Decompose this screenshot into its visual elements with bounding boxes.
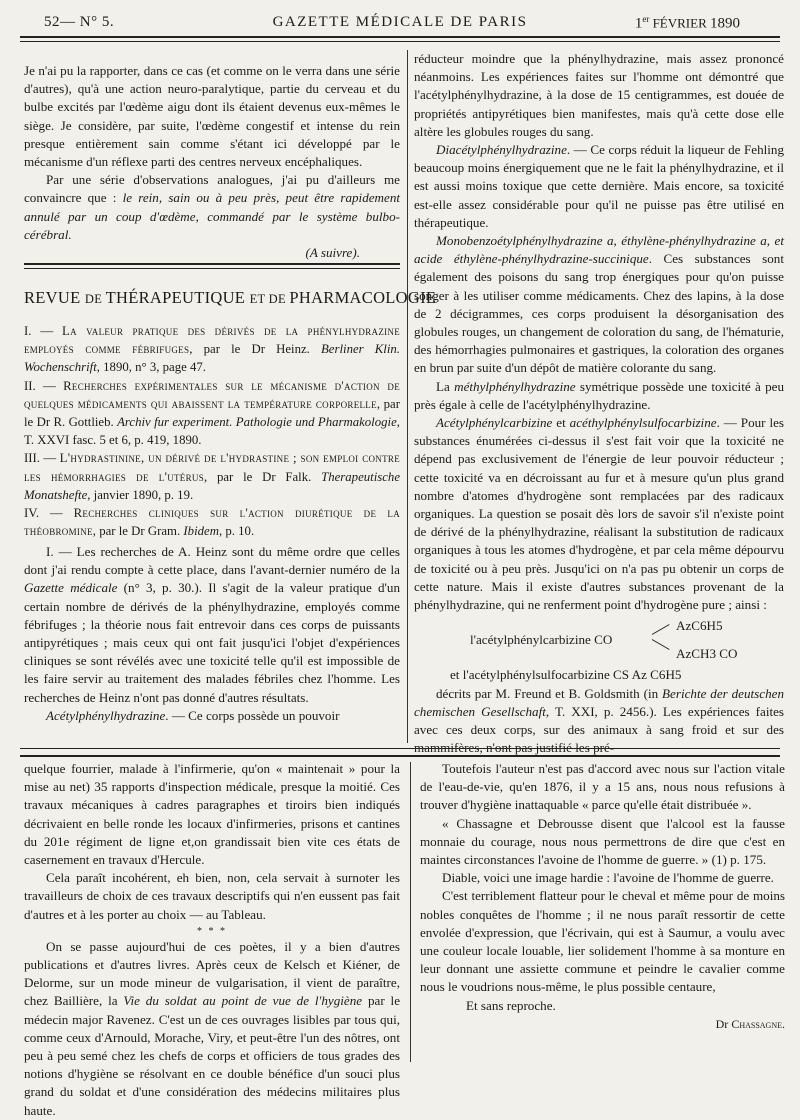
paragraph: Toutefois l'auteur n'est pas d'accord avec nous sur l'action vitale de l'eau-de-vie, qu'en 1876, il y a 15 ans, nous nous refusions à trouver d'hygiène inattaquable « parce qu'elle était distribuée ». <box>420 761 785 813</box>
paragraph: Acétylphénylcarbizine et acéthylphénylsulfocarbizine. — Pour les substances énumérées ci-dessus il s'est fait voir que la toxicité ne dépend pas exclusivement de l'énergie de leur pouvoir réducteur ; cette toxicité va en décroissant au fur et à mesure qu'un plus grand nombre d'atomes d'hydrogène sont remplacées par des radicaux organiques. La question se posait dès lors de savoir s'il n'existe point de dérivé de la phénylhydrazine, réalisant la substitution de radicaux organiques à tous les atomes d'hydrogène, et par cela même dépourvu de toxicité ou à peu près. Jusqu'ici on n'a pas pu obtenir un corps de cette nature. Mais il existe d'autres substances provenant de la phénylhydrazine, qui ne renferment point d'hydrogène pure ; ainsi : <box>414 415 784 613</box>
page-number: 52— N° 5. <box>44 14 115 30</box>
paragraph: Acétylphénylhydrazine. — Ce corps possède un pouvoir <box>46 707 340 723</box>
bibliography-item: II. — Recherches expérimentales sur le mécanisme d'action de quelques médicaments qui abaissent la température corporelle, par le Dr R. Gottlieb. Archiv fur experiment. Pathologie und Pharmakologie, T. XXVI fasc. 5 et 6, p. 419, 1890. <box>24 378 400 448</box>
section-rule <box>24 263 400 265</box>
section-separator: * * * <box>197 925 227 937</box>
bibliography-item: I. — La valeur pratique des dérivés de la phénylhydrazine employés comme fébrifuges, par le Dr Heinz. Berliner Klin. Wochenschrift, 1890, n° 3, page 47. <box>24 324 401 375</box>
paragraph: Diacétylphénylhydrazine. — Ce corps réduit la liqueur de Fehling beaucoup moins énergiquement que ne le fait la phénylhydrazine, et il est aussi moins toxique que cette dernière. Mais encore, sa toxicité est-elle assez considérable pour qu'il ne puisse pas être utilisé en thérapeutique. <box>414 142 784 230</box>
section-title: REVUE DE THÉRAPEUTIQUE ET DE PHARMACOLOGIE <box>24 288 437 307</box>
paragraph: Je n'ai pu la rapporter, dans ce cas (et comme on le verra dans une série d'autres), qu'à une action neuro-paralytique, partie du cerveau et du bulbe excités par l'œdème aigu dont ils étaient devenus eux-mêmes le siège. Je considère, par suite, l'œdème congestif et intense du rein presque entièrement sain comme s'étant ici développé par le mécanisme d'un réflexe parti des centres nerveux encéphaliques. <box>24 63 400 170</box>
paragraph: On se passe aujourd'hui de ces poètes, il y a bien d'autres publications et d'autres livres. Après ceux de Kelsch et Kiéner, de Delorme, sur un mode mineur de vulgarisation, il vient de paraître, chez Baillière, la Vie du soldat au point de vue de l'hygiène par le médecin major Ravenez. C'est un de ces ouvrages lisibles par tous qui, comme ceux d'Arnould, Morache, Viry, et peut-être l'un des nôtres, ont peu à peu semé chez les chefs de corps et officiers de tous grades des notions d'hygiène se résolvant en ce double bénéfice d'un souci plus grand du soldat et d'une considération des médecins militaires plus haute. <box>24 938 401 1118</box>
section-rule-thin <box>24 268 400 269</box>
column-divider <box>407 50 408 743</box>
paragraph: I. — Les recherches de A. Heinz sont du même ordre que celles dont j'ai rendu compte à cette place, dans l'avant-dernier numéro de la Gazette médicale (n° 3, p. 30.). Il s'agit de la valeur pratique d'un certain nombre de dérivés de la phénylhydrazine, employés comme fébrifuges ; la théorie nous fait entrevoir dans ces corps de puissants antipyrétiques ; mais ceux qui ont fait jusqu'ici l'objet d'expériences cliniques se sont révélés avec une toxicité telle qu'il est impossible de les faire servir au traitement des malades fébriles chez l'homme. Les recherches de Heinz n'ont pas donné d'autres résultats. <box>24 544 400 705</box>
issue-date: 1er FÉVRIER 1890 <box>634 14 740 32</box>
formula-bond <box>652 624 670 635</box>
chemical-formula-line: et l'acétylphénylsulfocarbizine CS Az C6H5 <box>450 667 682 683</box>
feuilleton-rule-thick <box>20 755 780 757</box>
paragraph: décrits par M. Freund et B. Goldsmith (in Berichte der deutschen chemischen Gesellschaft, T. XXI, p. 2456.). Les expériences faites avec ces deux corps, sur des animaux à sang froid et sur des mammifères, n'ont pas justifié les pré- <box>414 685 785 756</box>
bibliography-item: III. — L'hydrastinine, un dérivé de l'hydrastine ; son emploi contre les hémorrhagies de l'utérus, par le Dr Falk. Therapeutische Monatshefte, janvier 1890, p. 19. <box>24 451 401 502</box>
column-divider <box>410 762 411 1062</box>
review-body <box>24 543 400 725</box>
page-header <box>20 10 780 36</box>
paragraph: Monobenzoétylphénylhydrazine a, éthylène-phénylhydrazine a, et acide éthylène-phénylhydrazine-succinique. Ces substances sont également des poisons du sang trop énergiques pour qu'on puisse songer à les utiliser comme médicaments. Chez des lapins, à la dose de 2 décigrammes, ces corps produisent la désorganisation des globules rouges, un changement de coloration du sang, de l'hématurie, des hémorrhagies pulmonaires et gastriques, la coloration des organes en brun par suite d'un dépôt de matière colorante du sang. <box>414 233 784 376</box>
feuilleton-left <box>24 760 400 1120</box>
chemical-formula: l'acétylphénylcarbizine CO AzC6H5 AzCH3 CO <box>470 618 738 662</box>
feuilleton-right <box>420 760 785 1033</box>
feuilleton-rule <box>20 748 780 749</box>
signature: Dr Chassagne. <box>715 1016 785 1031</box>
formula-bond <box>652 639 670 650</box>
paragraph: C'est terriblement flatteur pour le cheval et même pour de moins nobles conquêtes de l'homme ; il ne nous paraît ressortir de cette envolée d'expression, que l'écrivain, qui est à Saumur, a voulu avec une couleur locale louable, lier solidement l'homme à sa monture en leur donnant une assiette commune et peindre le cavalier comme nous le voudrions nous-même, le plus possible centaure, <box>420 888 785 995</box>
paragraph: quelque fourrier, malade à l'infirmerie, qu'on « maintenait » pour la mise au net) 35 rapports d'inspection médicale, presque la moitié. Ces travaux mécaniques à cadres paragraphes et tiroirs bien indiqués décrivaient en belle ronde les locaux d'infirmeries, prisons et cantines du 201e régiment de ligne et,on grandissait bien vite ces états de casernement en travaux d'Hercule. <box>24 761 400 868</box>
paragraph: Par une série d'observations analogues, j'ai pu d'ailleurs me convaincre que : le rein, sain ou à peu près, peut être rapidement annulé par un coup d'œdème, commandé par le système bulbo-cérébral. <box>24 172 400 242</box>
paragraph: La méthylphénylhydrazine symétrique possède une toxicité à peu près égale à celle de l'acétylphénylhydrazine. <box>414 378 784 412</box>
paragraph: Cela paraît incohérent, eh bien, non, cela servait à surnoter les travailleurs de choix de ces travaux descriptifs qui n'en eussent pas fait d'autres et à les porter au choix — au Tableau. <box>24 870 400 922</box>
header-rule <box>20 36 780 38</box>
paragraph: Diable, voici une image hardie : l'avoine de l'homme de guerre. <box>442 870 774 886</box>
paragraph: « Chassagne et Debrousse disent que l'alcool est la fausse monnaie du courage, nous nous permettrons de dire que c'est en maintes circonstances l'avoine de l'homme de guerre. » (1) p. 175. <box>420 815 785 868</box>
paragraph: Et sans reproche. <box>466 997 556 1013</box>
review-body-continued <box>414 50 784 757</box>
header-rule-thin <box>20 41 780 42</box>
bibliography-item: IV. — Recherches cliniques sur l'action diurétique de la théobromine, par le Dr Gram. Ibidem, p. 10. <box>24 506 400 539</box>
to-be-continued: (A suivre). <box>305 245 360 261</box>
journal-title: GAZETTE MÉDICALE DE PARIS <box>272 14 528 30</box>
bibliography-list <box>24 322 400 540</box>
article-continuation <box>24 62 400 262</box>
paragraph: réducteur moindre que la phénylhydrazine, mais assez prononcé néanmoins. Les expériences faites sur l'homme ont démontré que l'acétylphénylhydrazine, à la dose de 15 centigrammes, est douée de propriétés antipyrétiques bien manifestes, mais qu'à cette dose elle altère les globules rouges du sang. <box>414 51 784 139</box>
